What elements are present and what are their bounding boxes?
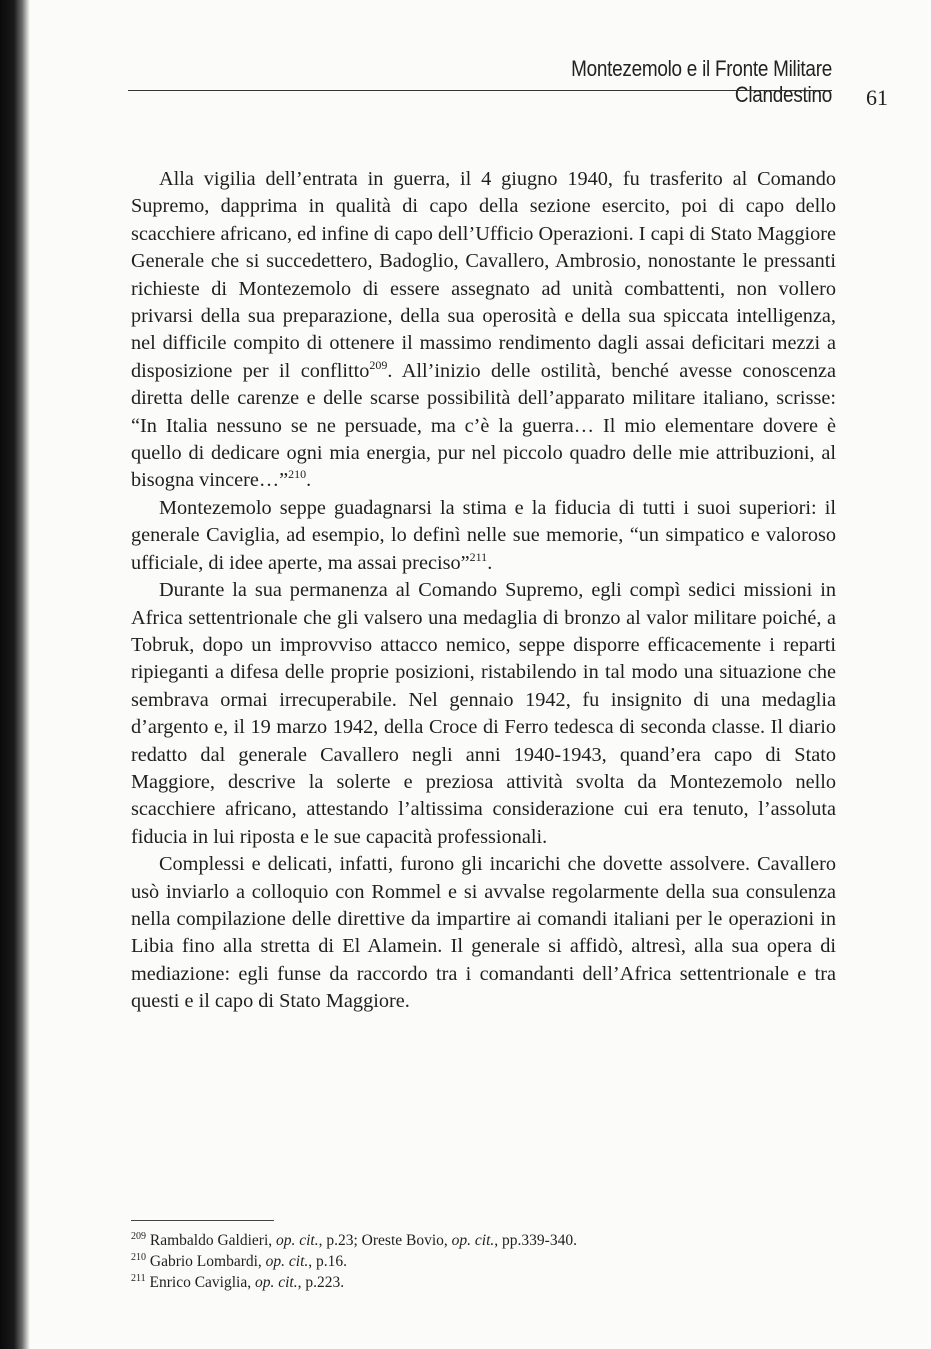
page-number: 61 xyxy=(866,85,888,110)
footnote-italic: op. cit. xyxy=(451,1232,495,1249)
footnote-number: 210 xyxy=(131,1252,146,1263)
footnote-separator xyxy=(131,1220,274,1221)
text-run: Alla vigilia dell’entrata in guerra, il 4 giugno 1940, fu trasferito al Comando Supremo, dapprima in qualità di capo della sezione esercito, poi di capo dello scacchiere africano, ed infine di capo dell’Ufficio Operazioni. I capi di Stato Maggiore Generale che si succedettero, Badoglio, Cavallero, Ambrosio, nonostante le pressanti richieste di Montezemolo di essere assegnato ad unità combattenti, non vollero privarsi della sua preparazione, della sua operosità e della sua spiccata intelligenza, nel difficile compito di ottenere il massimo rendimento dagli assai deficitari mezzi a disposizione per il conflitto xyxy=(131,168,836,382)
footnote-211 xyxy=(131,1272,831,1293)
footnote-ref-210[interactable]: 210 xyxy=(288,467,307,482)
footnote-ref-209[interactable]: 209 xyxy=(369,357,388,372)
header-rule xyxy=(128,90,832,91)
paragraph-3 xyxy=(131,577,836,851)
footnote-number: 211 xyxy=(131,1273,146,1284)
text-run: Montezemolo seppe guadagnarsi la stima e la fiducia di tutti i suoi superiori: il generale Caviglia, ad esempio, lo definì nelle sue memorie, “un simpatico e valoroso ufficiale, di idee aperte, ma assai preciso” xyxy=(131,496,836,574)
paragraph-4 xyxy=(131,851,836,1015)
paragraph-1 xyxy=(131,166,836,495)
paragraph-2 xyxy=(131,495,836,577)
footnote-text: Enrico Caviglia, xyxy=(145,1274,255,1291)
footnote-italic: op. cit. xyxy=(254,1274,298,1291)
text-run: . xyxy=(306,469,312,492)
text-run: Durante la sua permanenza al Comando Supremo, egli compì sedici missioni in Africa settentrionale che gli valsero una medaglia di bronzo al valor militare poiché, a Tobruk, dopo un improvviso attacco nemico, seppe disporre efficacemente i reparti ripieganti a difesa delle proprie posizioni, ristabilendo in tal modo una situazione che sembrava ormai irrecuperabile. Nel gennaio 1942, fu insignito di una medaglia d’argento e, il 19 marzo 1942, della Croce di Ferro tedesca di seconda classe. Il diario redatto dal generale Cavallero negli anni 1940-1943, quand’era capo di Stato Maggiore, descrive la solerte e preziosa attività svolta da Montezemolo nello scacchiere africano, attestando l’altissima considerazione cui era tenuto, l’assoluta fiducia in lui riposta e le sue capacità professionali. xyxy=(131,579,836,848)
body-text xyxy=(131,166,836,1016)
footnote-text: , pp.339-340. xyxy=(494,1232,577,1249)
footnote-text: , p.23; Oreste Bovio, xyxy=(318,1232,452,1249)
footnote-ref-211[interactable]: 211 xyxy=(469,549,488,564)
footnote-209 xyxy=(131,1230,831,1251)
footnote-text: Gabrio Lombardi, xyxy=(146,1253,266,1270)
footnote-text: , p.16. xyxy=(308,1253,348,1270)
text-run: . All’inizio delle ostilità, benché avesse conoscenza diretta delle carenze e delle scarse possibilità dell’apparato militare italiano, scrisse: “In Italia nessuno se ne persuade, ma c’è la guerra… Il mio elementare dovere è quello di dedicare ogni mia energia, pur nel piccolo quadro delle mie attribuzioni, al bisogna vincere…” xyxy=(131,359,837,492)
footnote-italic: op. cit. xyxy=(265,1253,309,1270)
text-run: . xyxy=(487,551,493,574)
footnote-210 xyxy=(131,1251,831,1272)
text-run: Complessi e delicati, infatti, furono gli incarichi che dovette assolvere. Cavallero usò inviarlo a colloquio con Rommel e si avvalse regolarmente della sua consulenza nella compilazione delle direttive da impartire ai comandi italiani per le operazioni in Libia fino alla stretta di El Alamein. Il generale si affidò, altresì, alla sua opera di mediazione: egli funse da raccordo tra i comandanti dell’Africa settentrionale e tra questi e il capo di Stato Maggiore. xyxy=(131,853,836,1013)
footnote-text: , p.223. xyxy=(297,1274,345,1291)
footnote-italic: op. cit. xyxy=(276,1232,319,1249)
footnote-text: Rambaldo Galdieri, xyxy=(146,1232,276,1249)
footnote-number: 209 xyxy=(131,1231,146,1242)
book-spine-shadow xyxy=(0,0,30,1349)
running-title: Montezemolo e il Fronte Militare Clandestino xyxy=(571,56,832,107)
footnotes xyxy=(131,1230,831,1293)
